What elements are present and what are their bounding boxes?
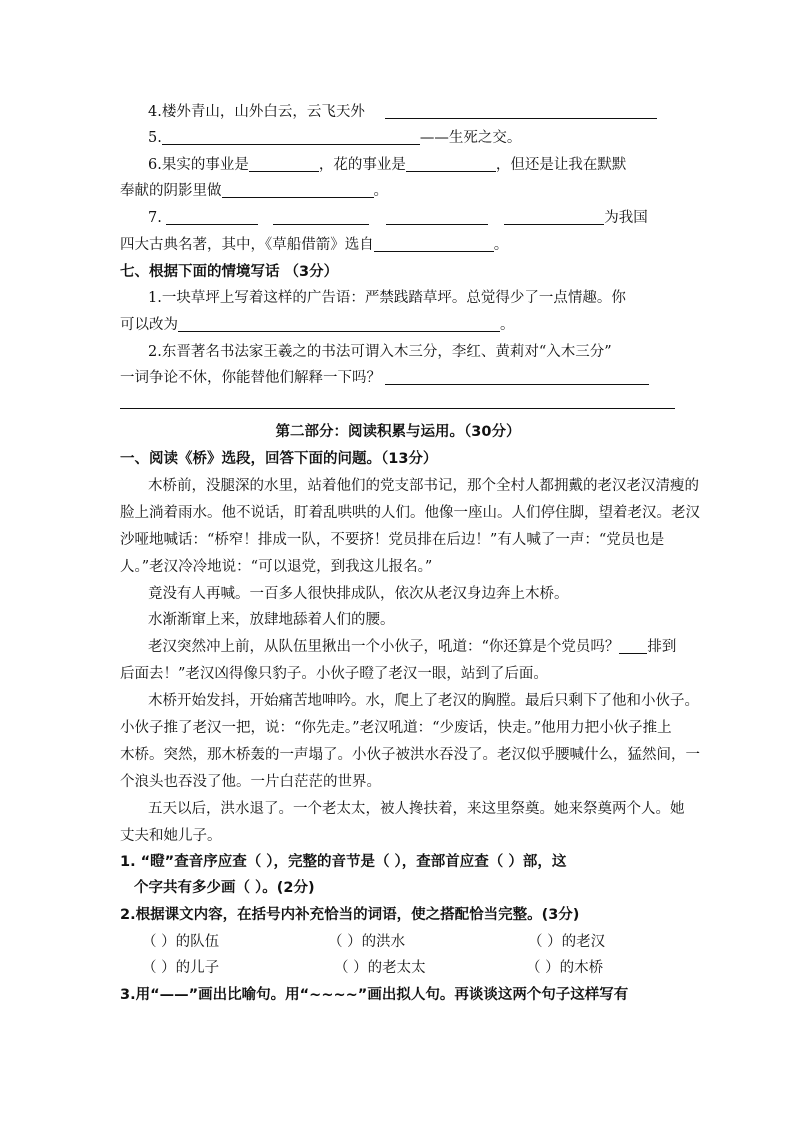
passage-p1-line3: 沙哑地喊话：“桥窄！排成一队，不要挤！党员排在后边！”有人喊了一声：“党员也是 — [120, 532, 665, 548]
passage-p1-line2: 脸上淌着雨水。他不说话，盯着乱哄哄的人们。他像一座山。人们停住脚，望着老汉。老汉 — [120, 505, 700, 521]
question1-line2: 个字共有多少画（ ）。(2分) — [134, 880, 315, 896]
q5-answer-blank[interactable] — [162, 129, 420, 145]
q7-line2 — [120, 235, 676, 255]
s7-q2-line1: 2.东晋著名书法家王羲之的书法可谓入木三分，李红、黄莉对“入木三分” — [148, 344, 612, 360]
section7-heading: 七、根据下面的情境写话 （3分） — [120, 264, 339, 280]
q7-suffix: 为我国 — [604, 210, 648, 226]
q7-line1 — [148, 208, 676, 228]
passage-p4-end: 排到 — [647, 639, 677, 655]
q5-line — [148, 128, 676, 148]
s7-q2-answer-line[interactable] — [120, 408, 675, 409]
q2-blank-oldwoman[interactable]: （ ）的老太太 — [334, 960, 426, 976]
passage-p4-line1 — [148, 637, 676, 657]
s7-q1-end: 。 — [500, 317, 515, 333]
passage-p6-line2: 丈夫和她儿子。 — [120, 828, 222, 844]
reading-heading: 一、阅读《桥》选段，回答下面的问题。（13分） — [120, 451, 438, 467]
q6-line2 — [120, 181, 676, 201]
question3-line: 3.用“——”画出比喻句。用“~~~~”画出拟人句。再谈谈这两个句子这样写有 — [120, 987, 629, 1003]
question2-heading: 2.根据课文内容，在括号内补充恰当的词语，使之搭配恰当完整。(3分) — [120, 907, 580, 923]
passage-p3: 水渐渐窜上来，放肆地舔着人们的腰。 — [148, 612, 395, 628]
q6-blank-3[interactable] — [222, 182, 374, 198]
q6-text-d: 奉献的阴影里做 — [120, 183, 222, 199]
q2-blank-flood[interactable]: （ ）的洪水 — [328, 934, 406, 950]
q4-text: 4.楼外青山，山外白云，云飞天外 — [148, 104, 365, 120]
q6-blank-1[interactable] — [249, 156, 319, 172]
q2-row2 — [142, 958, 698, 978]
q6-text-e: 。 — [373, 183, 388, 199]
q7-text: 四大古典名著，其中，《草船借箭》选自 — [120, 237, 374, 253]
passage-p1-line4: 人。”老汉冷冷地说：“可以退党，到我这儿报名。” — [120, 559, 433, 575]
q7-blank-2[interactable] — [273, 209, 369, 225]
q7-blank-4[interactable] — [504, 209, 604, 225]
q6-text-b: ，花的事业是 — [318, 157, 406, 173]
s7-q2-prompt: 一词争论不休，你能替他们解释一下吗？ — [120, 370, 381, 386]
question1-line1: 1. “瞪”查音序应查（ ），完整的音节是（ ），查部首应查（ ）部，这 — [120, 854, 567, 870]
q4-line — [148, 102, 676, 122]
s7-q1-blank[interactable] — [178, 316, 500, 332]
q7-end: 。 — [493, 237, 509, 253]
q6-blank-2[interactable] — [406, 156, 496, 172]
q7-number: 7. — [148, 210, 162, 226]
part2-title: 第二部分：阅读积累与运用。（30分） — [275, 424, 521, 440]
passage-p4-line2: 后面去！”老汉凶得像只豹子。小伙子瞪了老汉一眼，站到了后面。 — [120, 666, 548, 682]
s7-q2-line2 — [120, 368, 676, 388]
passage-p5-line2: 小伙子推了老汉一把，说：“你先走。”老汉吼道：“少废话，快走。”他用力把小伙子推上 — [120, 720, 672, 736]
passage-p5-line4: 个浪头也吞没了他。一片白茫茫的世界。 — [120, 774, 381, 790]
q2-blank-son[interactable]: （ ）的儿子 — [142, 960, 220, 976]
q2-blank-bridge[interactable]: （ ）的木桥 — [526, 960, 604, 976]
q7-blank-1[interactable] — [166, 209, 258, 225]
passage-p4-text: 老汉突然冲上前，从队伍里揪出一个小伙子，吼道：“你还算是个党员吗？ — [148, 639, 620, 655]
q4-answer-blank[interactable] — [385, 103, 657, 119]
passage-p1-line1: 木桥前，没腿深的水里，站着他们的党支部书记，那个全村人都拥戴的老汉老汉清瘦的 — [148, 478, 699, 494]
q6-text-c: ，但还是让我在默默 — [495, 157, 627, 173]
q7-blank-5[interactable] — [374, 236, 494, 252]
q2-blank-team[interactable]: （ ）的队伍 — [142, 934, 220, 950]
passage-p4-blank — [619, 638, 647, 654]
passage-p5-line3: 木桥。突然，那木桥轰的一声塌了。小伙子被洪水吞没了。老汉似乎腰喊什么，猛然间，一 — [120, 747, 700, 763]
s7-q2-blank[interactable] — [385, 369, 649, 385]
q6-line1 — [148, 155, 676, 175]
q2-row1 — [142, 932, 698, 952]
s7-q1-line1: 1.一块草坪上写着这样的广告语：严禁践踏草坪。总觉得少了一点情趣。你 — [148, 290, 626, 306]
q7-blank-3[interactable] — [386, 209, 488, 225]
q5-suffix: ——生死之交。 — [419, 130, 522, 146]
s7-q1-line2 — [120, 315, 676, 335]
passage-p5-line1: 木桥开始发抖，开始痛苦地呻吟。水，爬上了老汉的胸膛。最后只剩下了他和小伙子。 — [148, 693, 699, 709]
q6-text-a: 6.果实的事业是 — [148, 157, 249, 173]
passage-p2: 竟没有人再喊。一百多人很快排成队，依次从老汉身边奔上木桥。 — [148, 586, 569, 602]
q5-number: 5. — [148, 130, 162, 146]
passage-p6-line1: 五天以后，洪水退了。一个老太太，被人搀扶着，来这里祭奠。她来祭奠两个人。她 — [148, 801, 685, 817]
q2-blank-oldman[interactable]: （ ）的老汉 — [528, 934, 606, 950]
s7-q1-prompt: 可以改为 — [120, 317, 178, 333]
